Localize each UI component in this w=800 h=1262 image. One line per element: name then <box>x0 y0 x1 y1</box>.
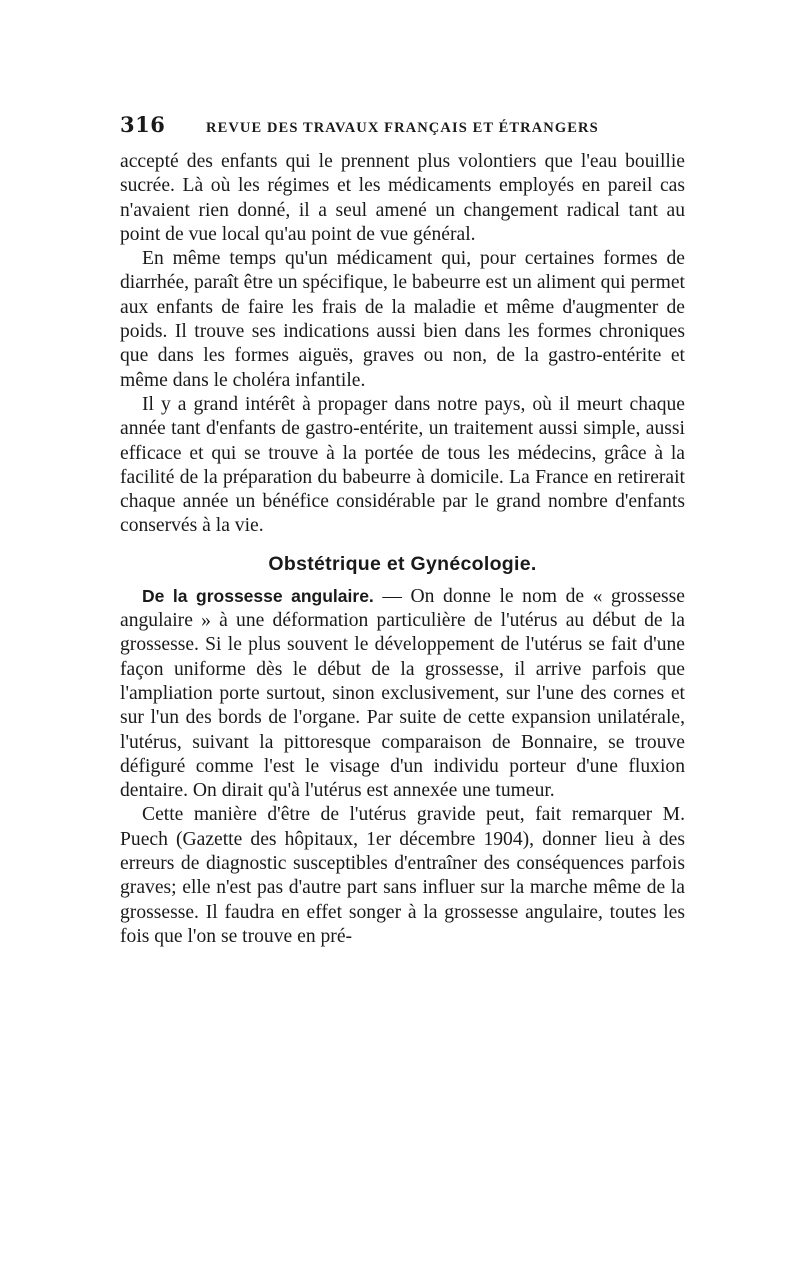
paragraph-france: Il y a grand intérêt à propager dans notre pays, où il meurt chaque année tant d'enfants de gastro-entérite, un traitement aussi simple, aussi efficace et qui se trouve à la portée de tous les médecins, grâce à la facilité de la préparation du babeurre à domicile. La France en retirerait chaque année un bénéfice considérable par le grand nombre d'enfants conservés à la vie. <box>120 393 685 537</box>
paragraph-continuation: accepté des enfants qui le prennent plus volontiers que l'eau bouillie sucrée. Là où les régimes et les médicaments employés en pareil cas n'avaient rien donné, il a seul amené un changement radical tant au point de vue local qu'au point de vue général. <box>120 151 685 245</box>
paragraph-puech: Cette manière d'être de l'utérus gravide peut, fait remarquer M. Puech (Gazette des hôpitaux, 1er décembre 1904), donner lieu à des erreurs de diagnostic susceptibles d'entraîner des conséquences parfois graves; elle n'est pas d'autre part sans influer sur la marche même de la grossesse. Il faudra en effet songer à la grossesse angulaire, toutes les fois que l'on se trouve en pré- <box>120 804 685 947</box>
article-title: De la grossesse angulaire. <box>142 585 374 606</box>
paragraph-babeurre: En même temps qu'un médicament qui, pour certaines formes de diarrhée, paraît être un spécifique, le babeurre est un aliment qui permet aux enfants de faire les frais de la maladie et même d'augmenter de poids. Il trouve ses indications aussi bien dans les formes chroniques que dans les formes aiguës, graves ou non, de la gastro-entérite et même dans le choléra infantile. <box>120 248 685 391</box>
article-body: — On donne le nom de « grossesse angulaire » à une déformation particulière de l'utérus au début de la grossesse. Si le plus souvent le développement de l'utérus se fait d'une façon uniforme dès le début de la grossesse, il arrive parfois que l'ampliation porte surtout, sinon exclusivement, sur l'une des cornes et sur l'un des bords de l'organe. Par suite de cette expansion unilatérale, l'utérus, suivant la pittoresque comparaison de Bonnaire, se trouve défiguré comme l'est le visage d'un individu porteur d'une fluxion dentaire. On dirait qu'à l'utérus est annexée une tumeur. <box>120 585 685 802</box>
running-title: REVUE DES TRAVAUX FRANÇAIS ET ÉTRANGERS <box>206 120 599 136</box>
running-head <box>120 112 685 142</box>
page-number: 316 <box>120 112 166 137</box>
book-page <box>120 112 685 949</box>
section-heading: Obstétrique et Gynécologie. <box>268 552 537 575</box>
paragraph-grossesse-angulaire <box>120 584 685 804</box>
